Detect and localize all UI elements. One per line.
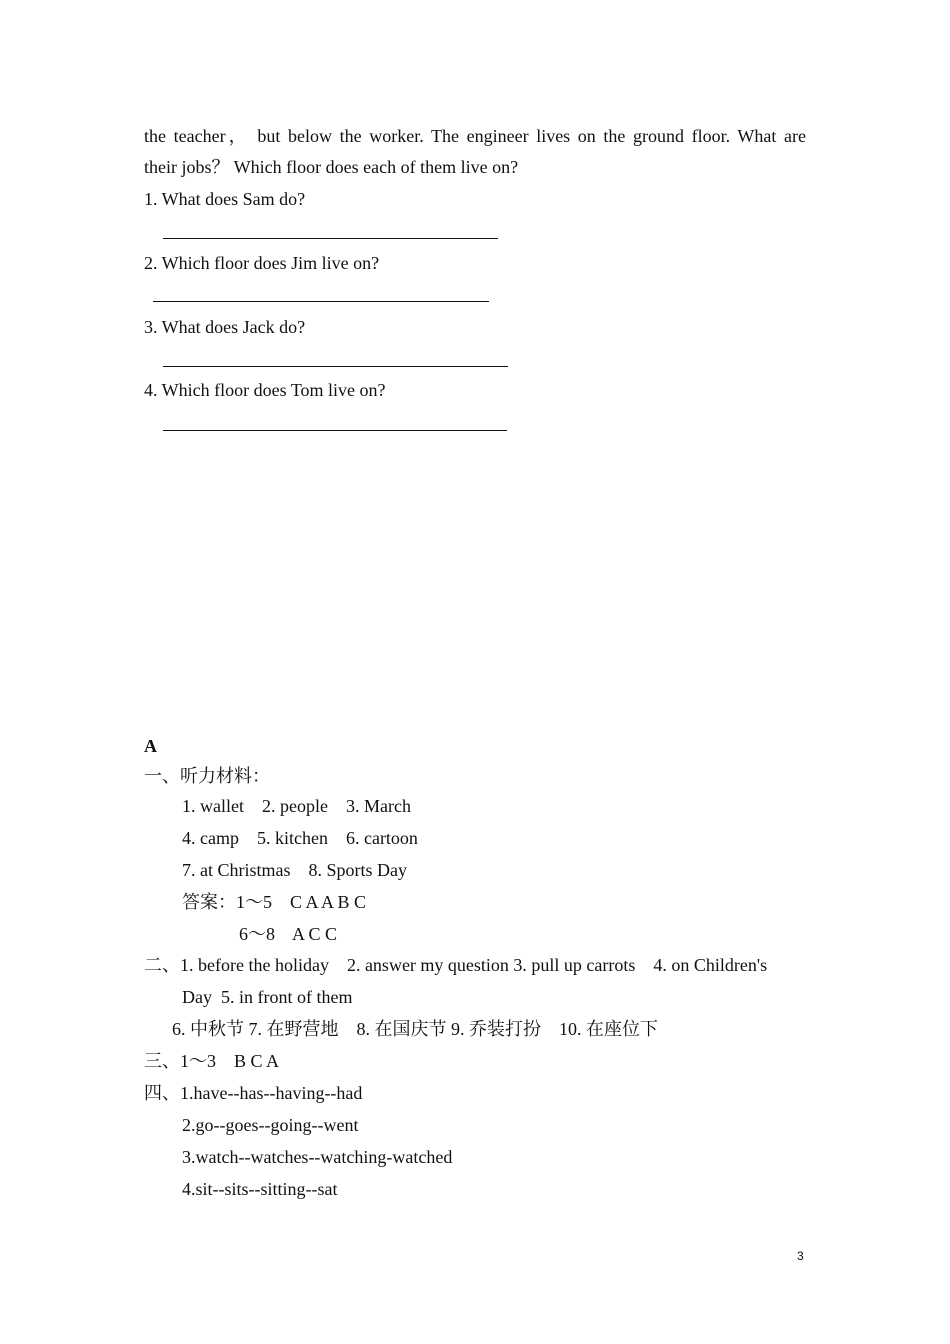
question-4: 4. Which floor does Tom live on?: [144, 380, 386, 400]
section2-line-2: Day 5. in front of them: [182, 987, 353, 1007]
section4-line-2: 2.go--goes--going--went: [182, 1115, 359, 1135]
passage-line-2: their jobs？ Which floor does each of them live on?: [144, 157, 519, 177]
section4-line-3: 3.watch--watches--watching-watched: [182, 1147, 453, 1167]
section2-line-1: 二、1. before the holiday 2. answer my question 3. pull up carrots 4. on Children's: [144, 955, 768, 975]
section1-line-1: 1. wallet 2. people 3. March: [182, 796, 411, 816]
section4-line-1: 四、1.have--has--having--had: [144, 1083, 363, 1103]
section3-line-1: 三、1～3 B C A: [144, 1051, 280, 1071]
question-2: 2. Which floor does Jim live on?: [144, 253, 380, 273]
section1-line-3: 7. at Christmas 8. Sports Day: [182, 860, 407, 880]
page-number: 3: [797, 1249, 804, 1263]
question-3: 3. What does Jack do?: [144, 317, 306, 337]
answer-blank-1: [163, 238, 498, 239]
answer-blank-2: [153, 301, 489, 302]
answer-key-heading: A: [144, 736, 157, 756]
answer-blank-3: [163, 366, 508, 367]
section1-answer-line-2: 6～8 A C C: [239, 924, 338, 944]
section1-title: 一、听力材料：: [144, 766, 270, 786]
passage-line-1: the teacher， but below the worker. The engineer lives on the ground floor. What are: [144, 126, 806, 146]
section4-line-4: 4.sit--sits--sitting--sat: [182, 1179, 338, 1199]
section1-line-2: 4. camp 5. kitchen 6. cartoon: [182, 828, 418, 848]
question-1: 1. What does Sam do?: [144, 189, 306, 209]
answer-blank-4: [163, 430, 507, 431]
section1-answer-line-1: 答案：1～5 C A A B C: [182, 892, 367, 912]
section2-line-3: 6. 中秋节 7. 在野营地 8. 在国庆节 9. 乔装打扮 10. 在座位下: [172, 1019, 658, 1039]
